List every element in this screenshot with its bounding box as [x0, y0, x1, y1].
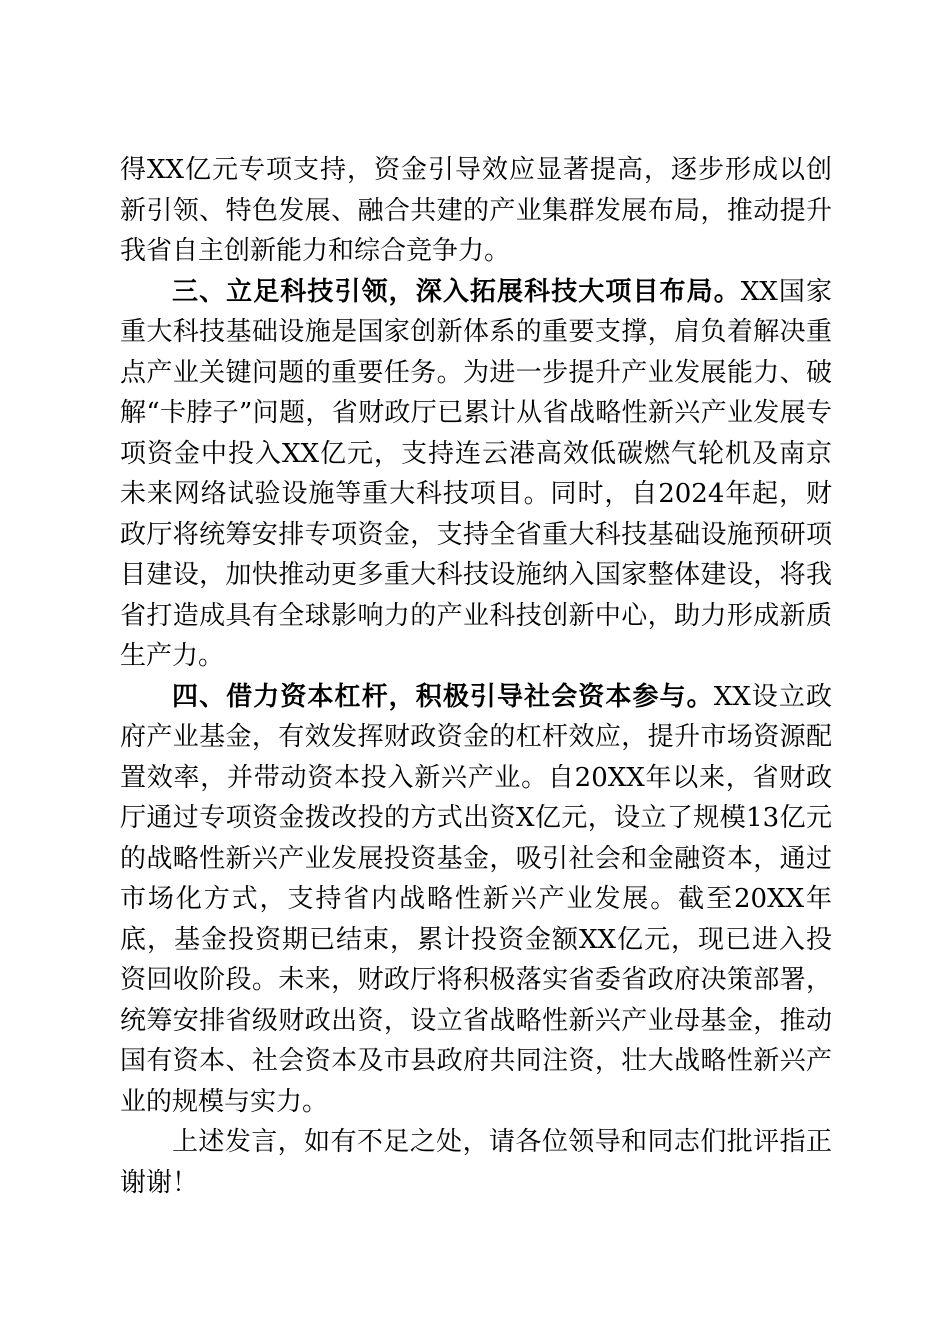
paragraph-body: XX国家重大科技基础设施是国家创新体系的重要支撑，肩负着解决重点产业关键问题的重要任务。为进一步提升产业发展能力、破解“卡脖子”问题，省财政厅已累计从省战略性新兴产业发展专项资金中投入XX亿元，支持连云港高效低碳燃气轮机及南京未来网络试验设施等重大科技项目。同时，自2024年起，财政厅将统筹安排专项资金，支持全省重大科技基础设施预研项目建设，加快推动更多重大科技设施纳入国家整体建设，将我省打造成具有全球影响力的产业科技创新中心，助力形成新质生产力。 [120, 276, 832, 671]
paragraph-body: 上述发言，如有不足之处，请各位领导和同志们批评指正谢谢！ [120, 1127, 832, 1198]
paragraph-body: 得XX亿元专项支持，资金引导效应显著提高，逐步形成以创新引领、特色发展、融合共建的产业集群发展布局，推动提升我省自主创新能力和综合竞争力。 [120, 155, 832, 266]
paragraph-continuation [120, 150, 832, 272]
paragraph-body: XX设立政府产业基金，有效发挥财政资金的杠杆效应，提升市场资源配置效率，并带动资本投入新兴产业。自20XX年以来，省财政厅通过专项资金拨改投的方式出资X亿元，设立了规模13亿元的战略性新兴产业发展投资基金，吸引社会和金融资本，通过市场化方式，支持省内战略性新兴产业发展。截至20XX年底，基金投资期已结束，累计投资金额XX亿元，现已进入投资回收阶段。未来，财政厅将积极落实省委省政府决策部署，统筹安排省级财政出资，设立省战略性新兴产业母基金，推动国有资本、社会资本及市县政府共同注资，壮大战略性新兴产业的规模与实力。 [120, 681, 832, 1117]
section-heading: 三、立足科技引领，深入拓展科技大项目布局。 [172, 276, 741, 307]
paragraph-closing [120, 1122, 832, 1203]
paragraph-section-three [120, 272, 832, 677]
paragraph-section-four [120, 677, 832, 1123]
section-heading: 四、借力资本杠杆，积极引导社会资本参与。 [172, 681, 714, 712]
document-body [120, 150, 832, 1203]
